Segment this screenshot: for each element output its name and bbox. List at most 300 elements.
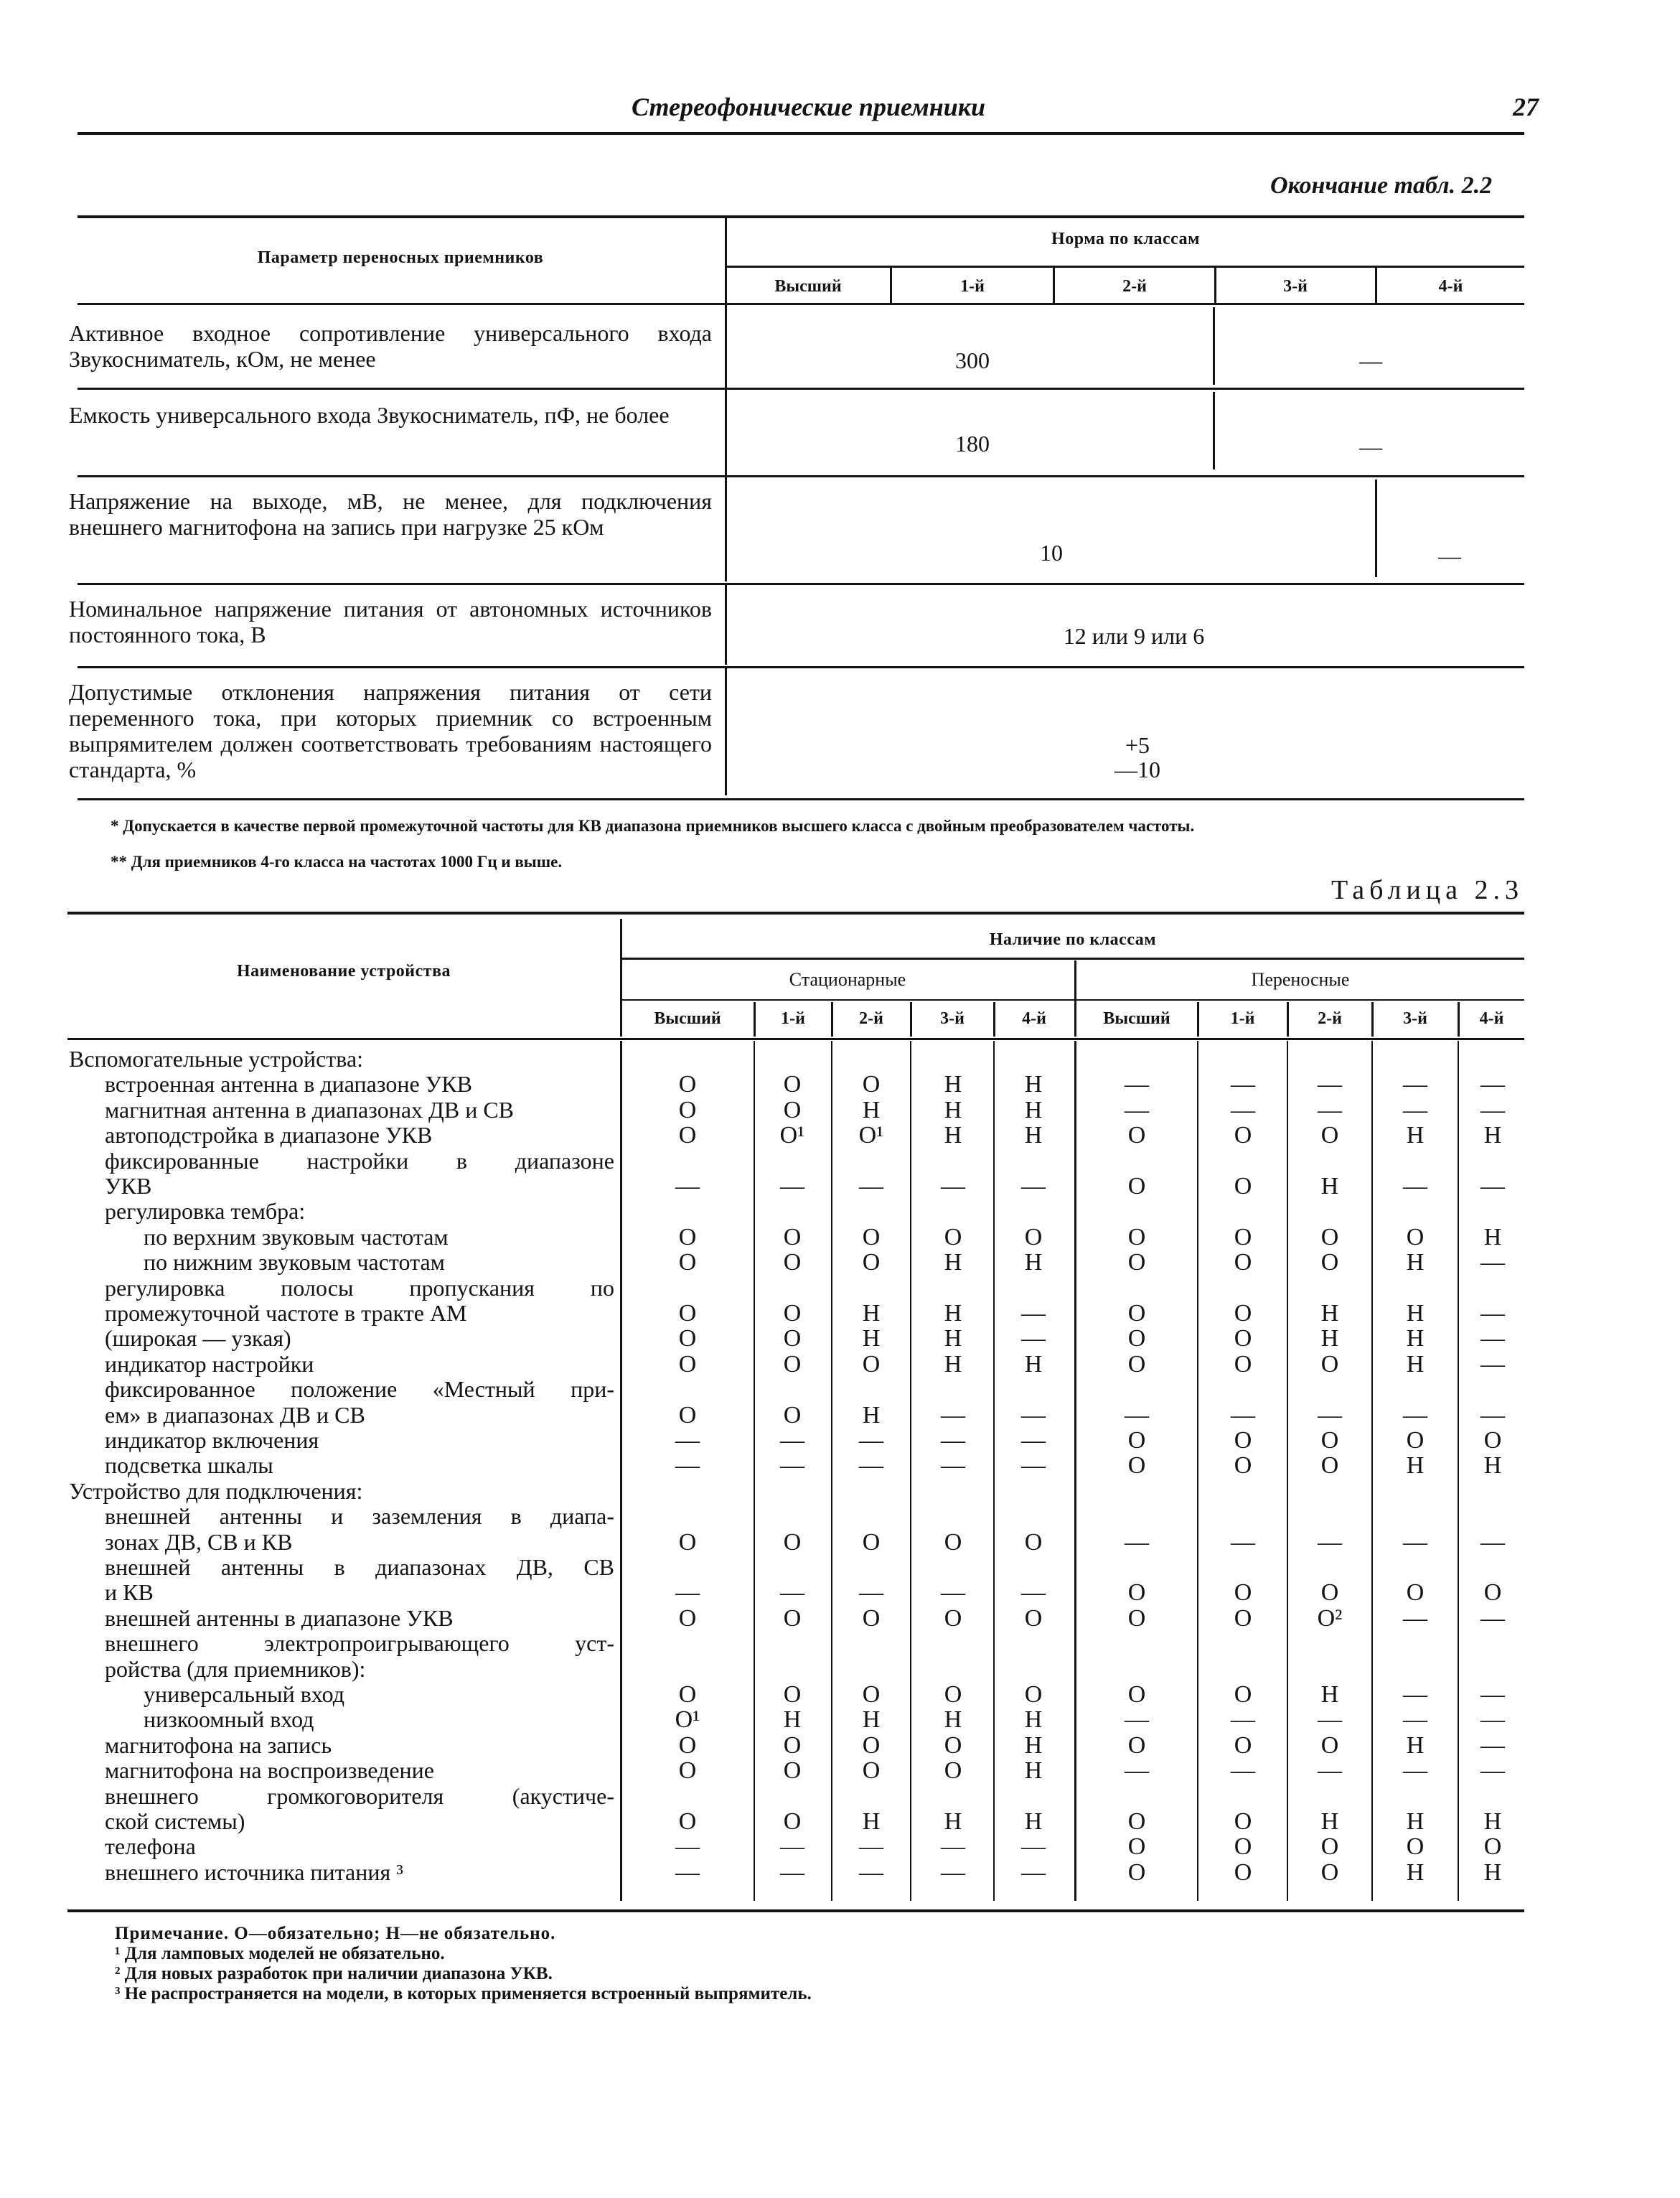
table1-class-3: 3-й [1283, 277, 1308, 296]
table2-cell: — [1480, 1757, 1505, 1785]
table2-cell: О [678, 1096, 697, 1123]
table2-cell: — [1403, 1096, 1427, 1123]
table2-cell: О [1127, 1452, 1146, 1479]
table2-cell: О [1127, 1858, 1146, 1886]
table1-footnote: ** Для приемников 4-го класса на частотах 1000 Гц и выше. [111, 853, 563, 871]
table2-cell: — [1318, 1401, 1342, 1428]
table2-cell: — [1480, 1706, 1505, 1734]
table2-row-name: Устройство для подключения: [69, 1477, 363, 1504]
table2-row-name: внешней антенны в диапазонах ДВ, СВ [105, 1554, 614, 1580]
table2-cell: О [783, 1808, 802, 1835]
table2-cell: О [1234, 1604, 1252, 1632]
table2-cell: О [1127, 1122, 1146, 1149]
table2-cell: О [1127, 1731, 1146, 1759]
table2-cell: О [678, 1300, 697, 1327]
table2-row-name: встроенная антенна в диапазоне УКВ [105, 1071, 472, 1098]
table2-group-stationary: Стационарные [789, 969, 906, 990]
table2-cell: — [1480, 1249, 1505, 1276]
table2-cell: Н [862, 1325, 881, 1352]
table2-cell: О [1406, 1223, 1425, 1250]
table2-cell: — [1318, 1706, 1342, 1734]
table2-cell: О [1024, 1528, 1043, 1556]
table2-cell: О [1234, 1300, 1252, 1327]
table2-cell: О [1234, 1858, 1252, 1886]
table2-class-header: 2-й [859, 1009, 883, 1028]
table2-cell: — [1021, 1579, 1046, 1607]
table2-group-portable: Переносные [1251, 969, 1350, 990]
table1-top-rule [78, 215, 1524, 218]
table2-cell: О [1320, 1223, 1339, 1250]
table2-cell: Н [944, 1122, 962, 1149]
table2-cell: Н [862, 1808, 881, 1835]
table2-cell: О [1320, 1452, 1339, 1479]
table2-cell: — [1480, 1731, 1505, 1759]
table2-cell: Н [1406, 1350, 1425, 1378]
table2-cell: — [1021, 1858, 1046, 1886]
table2-cell: Н [1024, 1731, 1043, 1759]
table2-cell: Н [944, 1350, 962, 1378]
table2-cell: Н [1406, 1808, 1425, 1835]
table2-row-name: Вспомогательные устройства: [69, 1046, 364, 1072]
table2-cell: — [1403, 1757, 1427, 1785]
table2-cell: О [1234, 1122, 1252, 1149]
table2-row-name: внешнего электропроигрывающего уст- [105, 1630, 614, 1657]
table2-cell: — [675, 1173, 700, 1199]
table2-cell: — [1403, 1071, 1427, 1098]
table1-row-value: 180 [955, 431, 990, 457]
table2-cell: О [944, 1731, 962, 1759]
table2-cell: — [1480, 1604, 1505, 1632]
table2-cell: О [1234, 1223, 1252, 1250]
table2-row-name: внешней антенны в диапазоне УКВ [105, 1604, 454, 1631]
table2-cell: Н [1024, 1096, 1043, 1123]
table2-cell: О [678, 1223, 697, 1250]
table2-note: ³ Не распространяется на модели, в которых применяется встроенный выпрямитель. [115, 1984, 812, 2003]
table2-row-name: магнитная антенна в диапазонах ДВ и СВ [105, 1096, 514, 1123]
table2-note: ² Для новых разработок при наличии диапазона УКВ. [115, 1964, 553, 1983]
table2-cell: О [1127, 1350, 1146, 1378]
table2-cell: — [1021, 1452, 1046, 1479]
table2-cell: Н [1406, 1452, 1425, 1479]
table2-cell: Н [1406, 1122, 1425, 1149]
table2-cell: — [675, 1452, 700, 1479]
table2-cell: О [1127, 1681, 1146, 1708]
table2-cell: О [678, 1401, 697, 1428]
table2-cell: О [1127, 1173, 1146, 1199]
table2-cell: — [1318, 1528, 1342, 1556]
table2-cell: О [1234, 1350, 1252, 1378]
table2-bottom-rule [67, 1909, 1524, 1912]
table2-cell: — [780, 1173, 804, 1199]
table2-cell: Н [1483, 1452, 1502, 1479]
table2-cell: О [1320, 1731, 1339, 1759]
table2-cell: Н [944, 1706, 962, 1734]
table2-cell: О [1127, 1833, 1146, 1861]
table2-cell: О [1234, 1808, 1252, 1835]
table2-cell: — [1125, 1401, 1149, 1428]
table2-cell: — [1480, 1173, 1505, 1199]
table2-cell: Н [1320, 1808, 1339, 1835]
table2-cell: — [941, 1173, 965, 1199]
table2-cell: Н [1406, 1249, 1425, 1276]
table2-cell: — [1403, 1401, 1427, 1428]
table1-row-value-minus: —10 [1114, 757, 1160, 782]
table1-row-param: Допустимые отклонения напряжения питания от сети переменного тока, при которых приемник со встроенным выпрямителем должен соответствовать требованиям настоящего стандарта, % [69, 679, 712, 782]
table2-class-header: 3-й [940, 1009, 965, 1028]
table2-cell: — [941, 1401, 965, 1428]
table2-cell: — [1403, 1528, 1427, 1556]
table2-cell: О [1320, 1579, 1339, 1607]
table2-cell: — [1231, 1096, 1255, 1123]
table2-cell: — [1231, 1528, 1255, 1556]
table1-norm-header: Норма по классам [1051, 230, 1200, 248]
table2-cell: О [944, 1528, 962, 1556]
table2-cell: — [941, 1579, 965, 1607]
table2-cell: О [678, 1325, 697, 1352]
table2-cell: Н [944, 1096, 962, 1123]
table2-cell: О [783, 1223, 802, 1250]
table2-cell: О [1234, 1681, 1252, 1708]
running-title: Стереофонические приемники [632, 93, 985, 121]
table2-cell: О [862, 1528, 881, 1556]
table2-cell: Н [862, 1706, 881, 1734]
table2-cell: О [1234, 1249, 1252, 1276]
table2-cell: — [1318, 1071, 1342, 1098]
table2-cell: Н [1406, 1325, 1425, 1352]
table2-cell: Н [783, 1706, 802, 1734]
table2-cell: О [678, 1757, 697, 1785]
table2-cell: — [1231, 1706, 1255, 1734]
table1-row-param: Номинальное напряжение питания от автономных источников постоянного тока, В [69, 596, 712, 647]
table2-cell: О [1127, 1300, 1146, 1327]
table2-note: ¹ Для ламповых моделей не обязательно. [115, 1944, 445, 1963]
table2-cell: О [1234, 1427, 1252, 1454]
table2-cell: Н [1024, 1706, 1043, 1734]
table2-row-name: низкоомный вход [144, 1706, 314, 1733]
table2-cell: О [1024, 1681, 1043, 1708]
table2-label: Таблица 2.3 [1331, 875, 1524, 905]
table2-cell: — [1125, 1706, 1149, 1734]
table2-cell: Н [944, 1325, 962, 1352]
table2-cell: Н [1483, 1808, 1502, 1835]
table2-cell: О [678, 1528, 697, 1556]
table2-cell: — [1318, 1757, 1342, 1785]
table2-cell: О [783, 1604, 802, 1632]
table2-cell: О [862, 1604, 881, 1632]
table2-cell: О [862, 1350, 881, 1378]
table2-cell: О¹ [858, 1122, 884, 1149]
table2-cell: О [783, 1401, 802, 1428]
table2-cell: О [678, 1604, 697, 1632]
table2-cell: О [678, 1731, 697, 1759]
page-number: 27 [1513, 93, 1539, 121]
table2-cell: О [1127, 1604, 1146, 1632]
table2-cell: Н [1483, 1122, 1502, 1149]
table2-row-name: по верхним звуковым частотам [144, 1223, 449, 1250]
table2-cell: О [1320, 1427, 1339, 1454]
table2-cell: — [1231, 1071, 1255, 1098]
table2-cell: О [944, 1223, 962, 1250]
table2-cell: — [1125, 1528, 1149, 1556]
table2-cell: О¹ [675, 1706, 700, 1734]
table2-cell: Н [1320, 1681, 1339, 1708]
table2-class-header: 3-й [1403, 1009, 1427, 1028]
table2-cell: О [678, 1350, 697, 1378]
table2-cell: Н [944, 1808, 962, 1835]
table1-row-value: 10 [1040, 540, 1063, 566]
table2-cell: — [1021, 1325, 1046, 1352]
table2-cell: Н [1024, 1249, 1043, 1276]
table1-class-2: 2-й [1122, 277, 1147, 296]
table2-row-name: внешней антенны и заземления в диапа- [105, 1503, 614, 1530]
table2-row-name: и КВ [105, 1579, 154, 1606]
table2-notes [115, 1924, 812, 2004]
table2-cell: — [1480, 1071, 1505, 1098]
table2-cell: — [1480, 1096, 1505, 1123]
table2-cell: — [780, 1452, 804, 1479]
table2-class-header: 2-й [1318, 1009, 1342, 1028]
table2-cell: О [783, 1096, 802, 1123]
table2-cell: О [678, 1071, 697, 1098]
table2-class-header: 4-й [1022, 1009, 1046, 1028]
table2-cell: — [1480, 1528, 1505, 1556]
table2-cell: — [941, 1858, 965, 1886]
table2-row-name: регулировка полосы пропускания по [105, 1274, 614, 1301]
table1-row-param: Емкость универсального входа Звукосниматель, пФ, не более [69, 402, 670, 428]
table2-cell: — [941, 1452, 965, 1479]
table2-cell: Н [944, 1249, 962, 1276]
table2-cell: — [1125, 1071, 1149, 1098]
table2-row-name: промежуточной частоте в тракте АМ [105, 1300, 467, 1326]
table2-cell: Н [1406, 1858, 1425, 1886]
table2-cell: — [1480, 1681, 1505, 1708]
table2-cell: О [783, 1731, 802, 1759]
table2-cell: О [944, 1757, 962, 1785]
table2-cell: О [1406, 1579, 1425, 1607]
table2-cell: Н [1024, 1122, 1043, 1149]
table2-cell: — [1021, 1427, 1046, 1454]
table2-cell: О [783, 1249, 802, 1276]
table1-class-vysshiy: Высший [774, 277, 842, 296]
table2-cell: — [941, 1833, 965, 1861]
table2-cell: — [1480, 1325, 1505, 1352]
header-rule [78, 132, 1524, 135]
table2-cell: — [1231, 1757, 1255, 1785]
table2-cell: Н [1024, 1350, 1043, 1378]
table2-cell: О [1234, 1173, 1252, 1199]
table1-class-4: 4-й [1438, 277, 1463, 296]
table2-cell: О [862, 1223, 881, 1250]
table2-cell: — [1480, 1401, 1505, 1428]
table2-cell: О [1320, 1833, 1339, 1861]
table2-cell: Н [1406, 1731, 1425, 1759]
table2-cell: — [1125, 1096, 1149, 1123]
table2-cell: — [859, 1427, 883, 1454]
table2-cell: Н [944, 1071, 962, 1098]
table2-cell: О² [1317, 1604, 1343, 1632]
table2-cell: — [675, 1579, 700, 1607]
table2-row-name: ем» в диапазонах ДВ и СВ [105, 1401, 365, 1428]
table2-availability-header: Наличие по классам [989, 930, 1157, 949]
table1-row-value: 300 [955, 347, 990, 373]
table2-cell: О [678, 1249, 697, 1276]
table2-cell: О [944, 1681, 962, 1708]
table2-cell: О [1234, 1452, 1252, 1479]
table2-row-name: ской системы) [105, 1808, 245, 1834]
table2-cell: О [1127, 1579, 1146, 1607]
table2-cell: О [862, 1757, 881, 1785]
table2-row-name: магнитофона на запись [105, 1731, 332, 1758]
table2-cell: — [1403, 1173, 1427, 1199]
table2-cell: Н [1483, 1858, 1502, 1886]
table1-class-1: 1-й [960, 277, 985, 296]
table2-cell: О [1320, 1249, 1339, 1276]
table2-cell: О [1320, 1122, 1339, 1149]
table2-cell: О [1127, 1427, 1146, 1454]
table2-cell: О [1024, 1604, 1043, 1632]
table2-cell: — [941, 1427, 965, 1454]
table2-cell: О [1483, 1427, 1502, 1454]
table2-cell: — [1021, 1300, 1046, 1327]
table2-cell: — [675, 1858, 700, 1886]
table2-row-name: по нижним звуковым частотам [144, 1249, 445, 1276]
table1-param-header: Параметр переносных приемников [257, 248, 544, 267]
table2-cell: О [1234, 1731, 1252, 1759]
table1-continuation-label: Окончание табл. 2.2 [1270, 172, 1493, 199]
table2-cell: — [1403, 1681, 1427, 1708]
table2-cell: О [783, 1528, 802, 1556]
table2-cell: — [859, 1579, 883, 1607]
table2-cell: — [1318, 1096, 1342, 1123]
table2-cell: О [1406, 1427, 1425, 1454]
table1-row-param: Напряжение на выходе, мВ, не менее, для подключения внешнего магнитофона на запись при нагрузке 25 кОм [69, 488, 712, 540]
table2-cell: О [783, 1325, 802, 1352]
table2-cell: О [678, 1808, 697, 1835]
table2-cell: Н [862, 1096, 881, 1123]
table2-cell: Н [944, 1300, 962, 1327]
table2-cell: О [944, 1604, 962, 1632]
table2-cell: О [1483, 1579, 1502, 1607]
table2-cell: Н [1320, 1325, 1339, 1352]
table2-cell: — [780, 1579, 804, 1607]
table2-cell: О [1406, 1833, 1425, 1861]
table1-footnote: * Допускается в качестве первой промежуточной частоты для КВ диапазона приемников высшего класса с двойным преобразователем частоты. [111, 817, 1195, 835]
table2-class-header: 4-й [1479, 1009, 1504, 1028]
table2-row-name: индикатор настройки [105, 1350, 314, 1377]
table2-cell: — [1021, 1173, 1046, 1199]
table2-cell: О [862, 1249, 881, 1276]
table2-class-header: Высший [654, 1009, 721, 1028]
table2-cell: — [1403, 1706, 1427, 1734]
table2-cell: О [1127, 1223, 1146, 1250]
table2-cell: О [1127, 1808, 1146, 1835]
table2-cell: О [783, 1071, 802, 1098]
table2-class-header: 1-й [781, 1009, 805, 1028]
table2-cell: О [1127, 1249, 1146, 1276]
table2-cell: О [1234, 1579, 1252, 1607]
table2-cell: — [675, 1833, 700, 1861]
table2-class-header: Высший [1103, 1009, 1170, 1028]
table2-row-name: автоподстройка в диапазоне УКВ [105, 1122, 433, 1149]
table2-cell: О [678, 1681, 697, 1708]
table2-row-name: УКВ [105, 1173, 152, 1199]
table2-cell: Н [1320, 1173, 1339, 1199]
table2-cell: О [1320, 1350, 1339, 1378]
table1-row-value: 12 или 9 или 6 [1063, 623, 1205, 649]
table2-cell: — [780, 1427, 804, 1454]
table2-cell: О [1234, 1325, 1252, 1352]
table2-row-name: индикатор включения [105, 1427, 319, 1453]
table2-class-header: 1-й [1230, 1009, 1255, 1028]
table2-cell: — [1403, 1604, 1427, 1632]
table2-cell: Н [862, 1401, 881, 1428]
table2-row-name: магнитофона на воспроизведение [105, 1757, 434, 1784]
table2-note: Примечание. О—обязательно; Н—не обязательно. [115, 1924, 556, 1943]
table2-cell: О [1234, 1833, 1252, 1861]
table2-cell: О [1127, 1325, 1146, 1352]
table2-cell: О¹ [779, 1122, 805, 1149]
table2-cell: — [1231, 1401, 1255, 1428]
table2-cell: О [1483, 1833, 1502, 1861]
table1-row-value-plus: +5 [1125, 732, 1150, 758]
table1-row-param: Активное входное сопротивление универсального входа Звукосниматель, кОм, не менее [69, 320, 712, 372]
table2-cell: О [862, 1681, 881, 1708]
table2-cell: О [1320, 1858, 1339, 1886]
table2-row-name: фиксированное положение «Местный при- [105, 1376, 614, 1403]
table2-cell: О [783, 1350, 802, 1378]
table2-cell: О [862, 1731, 881, 1759]
table2-cell: О [862, 1071, 881, 1098]
table1-row-dash: — [1359, 347, 1382, 373]
table2-cell: Н [1024, 1757, 1043, 1785]
table2-row-name: универсальный вход [144, 1681, 345, 1707]
table1-row-dash: — [1359, 434, 1382, 459]
table2-cell: — [859, 1858, 883, 1886]
table2-row-name: подсветка шкалы [105, 1452, 273, 1479]
table2-row-name: телефона [105, 1833, 196, 1860]
table2-cell: О [1024, 1223, 1043, 1250]
table2-cell: — [1021, 1833, 1046, 1861]
table2-cell: О [678, 1122, 697, 1149]
table2-name-header: Наименование устройства [236, 962, 451, 981]
table2-cell: — [1021, 1401, 1046, 1428]
table2-row-name: фиксированные настройки в диапазоне [105, 1147, 614, 1174]
table2-row-name: внешнего громкоговорителя (акустиче- [105, 1782, 614, 1809]
table2-cell: О [783, 1757, 802, 1785]
table2-cell: Н [1483, 1223, 1502, 1250]
table2-cell: — [780, 1858, 804, 1886]
table2-cell: О [783, 1300, 802, 1327]
table2-row-name: (широкая — узкая) [105, 1325, 291, 1352]
table2-cell: — [859, 1833, 883, 1861]
table2-row-name: внешнего источника питания ³ [105, 1858, 403, 1885]
table2-cell: Н [1406, 1300, 1425, 1327]
table2-cell: — [1480, 1300, 1505, 1327]
table2-cell: Н [862, 1300, 881, 1327]
table2-cell: Н [1024, 1808, 1043, 1835]
table2-cell: — [859, 1452, 883, 1479]
table2-cell: — [1125, 1757, 1149, 1785]
table2-cell: — [780, 1833, 804, 1861]
table1-row-dash: — [1438, 543, 1461, 569]
table2-cell: — [1480, 1350, 1505, 1378]
table2-cell: — [859, 1173, 883, 1199]
table2-row-name: зонах ДВ, СВ и КВ [105, 1528, 293, 1555]
table2-cell: Н [1024, 1071, 1043, 1098]
table2-cell: — [675, 1427, 700, 1454]
table2-cell: О [783, 1681, 802, 1708]
table2-row-name: регулировка тембра: [105, 1198, 306, 1225]
